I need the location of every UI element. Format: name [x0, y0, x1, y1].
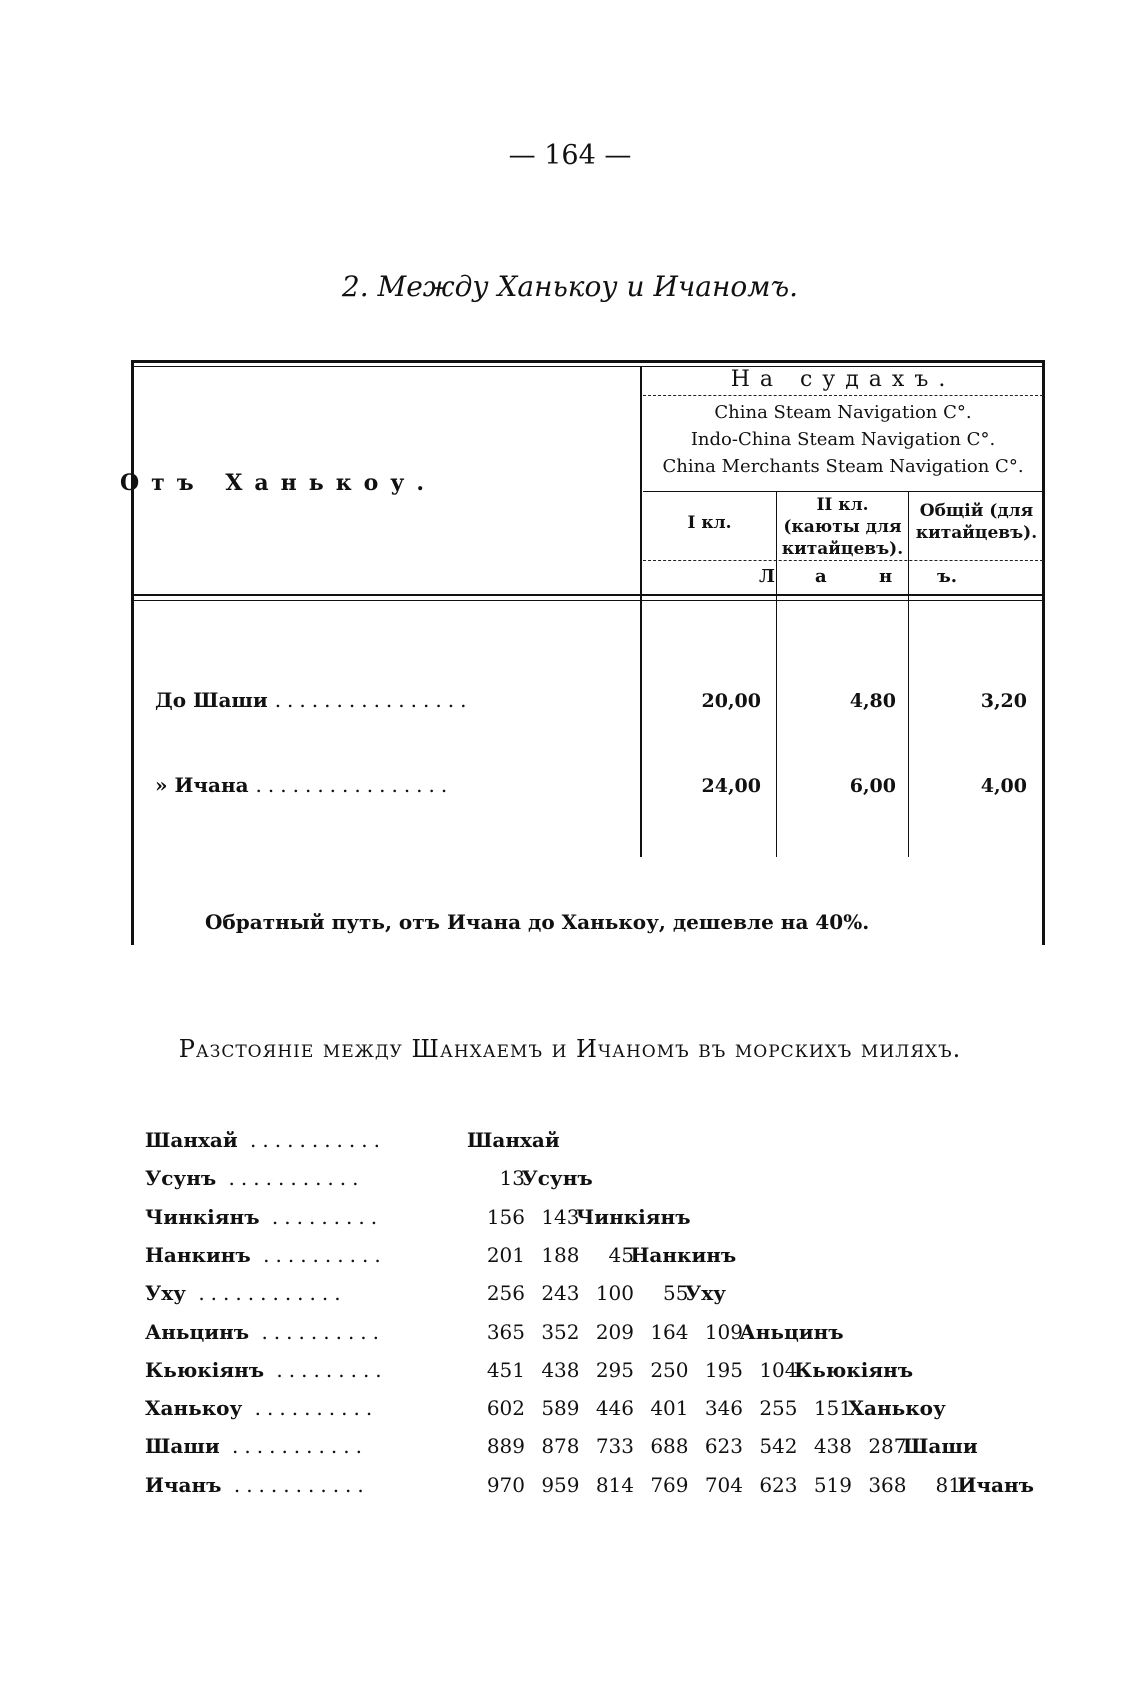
table-left-border	[131, 360, 134, 945]
place-name: Усунъ	[145, 1166, 217, 1191]
distance-row-label	[145, 1243, 387, 1267]
distance-value: 688	[650, 1434, 689, 1459]
distance-value: 704	[704, 1472, 743, 1497]
distance-value: 365	[486, 1319, 525, 1344]
place-name: Шанхай	[145, 1128, 238, 1152]
leader-dots: .........	[264, 1357, 388, 1382]
column-header-first-class: I кл.	[687, 513, 732, 533]
distance-value: 143	[541, 1204, 580, 1229]
leader-dots: ............	[185, 1281, 347, 1306]
distance-value: 451	[486, 1357, 525, 1382]
diagonal-place-name: Кьюкіянъ	[794, 1357, 914, 1382]
leader-dots: ...........	[216, 1166, 365, 1191]
fare-value: 4,00	[980, 775, 1027, 797]
distance-value: 446	[595, 1396, 634, 1421]
distance-value: 368	[868, 1472, 907, 1497]
distance-value: 256	[486, 1281, 525, 1306]
diagonal-place-name: Шанхай	[467, 1128, 560, 1152]
distance-value: 623	[704, 1434, 743, 1459]
leader-dots: ...........	[219, 1434, 368, 1459]
distance-value: 519	[813, 1472, 852, 1497]
leader-dots: .........	[259, 1204, 384, 1229]
row-destination: » Ичана	[155, 773, 249, 797]
distance-value: 209	[595, 1319, 634, 1344]
page-number: — 164 —	[508, 140, 632, 171]
distance-value: 45	[608, 1242, 634, 1267]
distance-value: 346	[704, 1396, 743, 1421]
from-hankou-label: Отъ Ханькоу.	[120, 470, 436, 496]
on-ships-header: На судахъ.	[730, 367, 956, 392]
distance-value: 104	[759, 1357, 798, 1382]
fare-value: 3,20	[980, 690, 1027, 712]
table-top-rule	[131, 360, 1045, 363]
place-name: Нанкинъ	[145, 1242, 251, 1267]
col-divider-2	[776, 492, 777, 857]
col-divider-3	[908, 492, 909, 857]
distance-row-label	[145, 1396, 378, 1420]
leader-dots: ...........	[221, 1472, 370, 1497]
distance-value: 769	[650, 1472, 689, 1497]
distance-value: 164	[650, 1319, 689, 1344]
diagonal-place-name: Аньцинъ	[739, 1319, 844, 1344]
distance-value: 188	[541, 1242, 580, 1267]
column-header-common: Общій (для китайцевъ).	[915, 501, 1038, 543]
distance-value: 401	[650, 1396, 689, 1421]
place-name: Чинкіянъ	[145, 1204, 260, 1229]
distance-value: 81	[935, 1472, 961, 1497]
col-divider-main	[640, 367, 642, 857]
diagonal-place-name: Нанкинъ	[630, 1242, 737, 1267]
distance-value: 602	[486, 1396, 525, 1421]
fare-value: 4,80	[849, 690, 896, 712]
fare-row-label	[155, 773, 453, 797]
diagonal-place-name: Уху	[685, 1281, 726, 1306]
leader-dots: ...........	[237, 1128, 386, 1152]
fare-value: 6,00	[849, 775, 896, 797]
diagonal-place-name: Шаши	[903, 1434, 978, 1459]
distance-value: 243	[541, 1281, 580, 1306]
distance-row-label	[145, 1166, 365, 1190]
diagonal-place-name: Ханькоу	[848, 1396, 946, 1421]
column-header-second-class: II кл. (каюты для китайцевъ).	[781, 495, 904, 559]
place-name: Кьюкіянъ	[145, 1357, 265, 1382]
distance-value: 589	[541, 1396, 580, 1421]
distance-value: 250	[650, 1357, 689, 1382]
place-name: Ханькоу	[145, 1396, 243, 1421]
company-name: China Merchants Steam Navigation C°.	[662, 456, 1024, 477]
row-destination: До Шаши	[155, 688, 268, 712]
distance-table-title: Разстояніе между Шанхаемъ и Ичаномъ въ морскихъ миляхъ.	[178, 1035, 962, 1063]
diagonal-place-name: Усунъ	[521, 1166, 593, 1191]
place-name: Аньцинъ	[145, 1319, 250, 1344]
diagonal-place-name: Чинкіянъ	[576, 1204, 691, 1229]
section-title: 2. Между Ханькоу и Ичаномъ.	[341, 270, 799, 303]
header-bottom-rule-inner	[134, 600, 1042, 601]
distance-value: 156	[486, 1204, 525, 1229]
distance-value: 352	[541, 1319, 580, 1344]
leader-dots: ................	[274, 688, 473, 712]
distance-value: 287	[868, 1434, 907, 1459]
distance-value: 970	[486, 1472, 525, 1497]
distance-value: 814	[595, 1472, 634, 1497]
rule-under-companies	[643, 491, 1043, 492]
distance-value: 295	[595, 1357, 634, 1382]
distance-value: 438	[541, 1357, 580, 1382]
fare-value: 20,00	[701, 690, 761, 712]
distance-value: 623	[759, 1472, 798, 1497]
distance-value: 438	[813, 1434, 852, 1459]
distance-row-label	[145, 1320, 385, 1344]
fare-row-label	[155, 688, 472, 712]
distance-row-label	[145, 1473, 370, 1497]
place-name: Шаши	[145, 1434, 220, 1459]
distance-row-label	[145, 1434, 368, 1458]
diagonal-place-name: Ичанъ	[957, 1472, 1034, 1497]
distance-value: 889	[486, 1434, 525, 1459]
distance-value: 878	[541, 1434, 580, 1459]
distance-value: 13	[499, 1166, 525, 1191]
distance-value: 255	[759, 1396, 798, 1421]
place-name: Уху	[145, 1281, 186, 1306]
distance-row-label	[145, 1281, 347, 1305]
currency-letter: ъ.	[937, 566, 958, 587]
header-bottom-rule	[134, 594, 1042, 596]
company-name: Indo-China Steam Navigation C°.	[690, 429, 996, 450]
distance-value: 109	[704, 1319, 743, 1344]
leader-dots: ..........	[249, 1319, 386, 1344]
currency-letter: н	[879, 566, 893, 587]
distance-value: 55	[663, 1281, 689, 1306]
distance-value: 201	[486, 1242, 525, 1267]
leader-dots: ................	[255, 773, 454, 797]
place-name: Ичанъ	[145, 1472, 222, 1497]
rule-under-columns	[643, 560, 1043, 561]
currency-letter: а	[815, 566, 827, 587]
distance-value: 151	[813, 1396, 852, 1421]
return-discount-note: Обратный путь, отъ Ичана до Ханькоу, дешевле на 40%.	[205, 910, 870, 934]
distance-value: 100	[595, 1281, 634, 1306]
distance-value: 542	[759, 1434, 798, 1459]
company-name: China Steam Navigation C°.	[714, 402, 972, 423]
distance-row-label	[145, 1128, 386, 1152]
currency-letter: Л	[759, 566, 775, 587]
distance-row-label	[145, 1358, 388, 1382]
rule-under-group	[643, 395, 1043, 396]
fare-value: 24,00	[701, 775, 761, 797]
distance-row-label	[145, 1205, 383, 1229]
distance-value: 733	[595, 1434, 634, 1459]
distance-value: 959	[541, 1472, 580, 1497]
leader-dots: ..........	[242, 1396, 379, 1421]
leader-dots: ..........	[250, 1242, 387, 1267]
distance-value: 195	[704, 1357, 743, 1382]
